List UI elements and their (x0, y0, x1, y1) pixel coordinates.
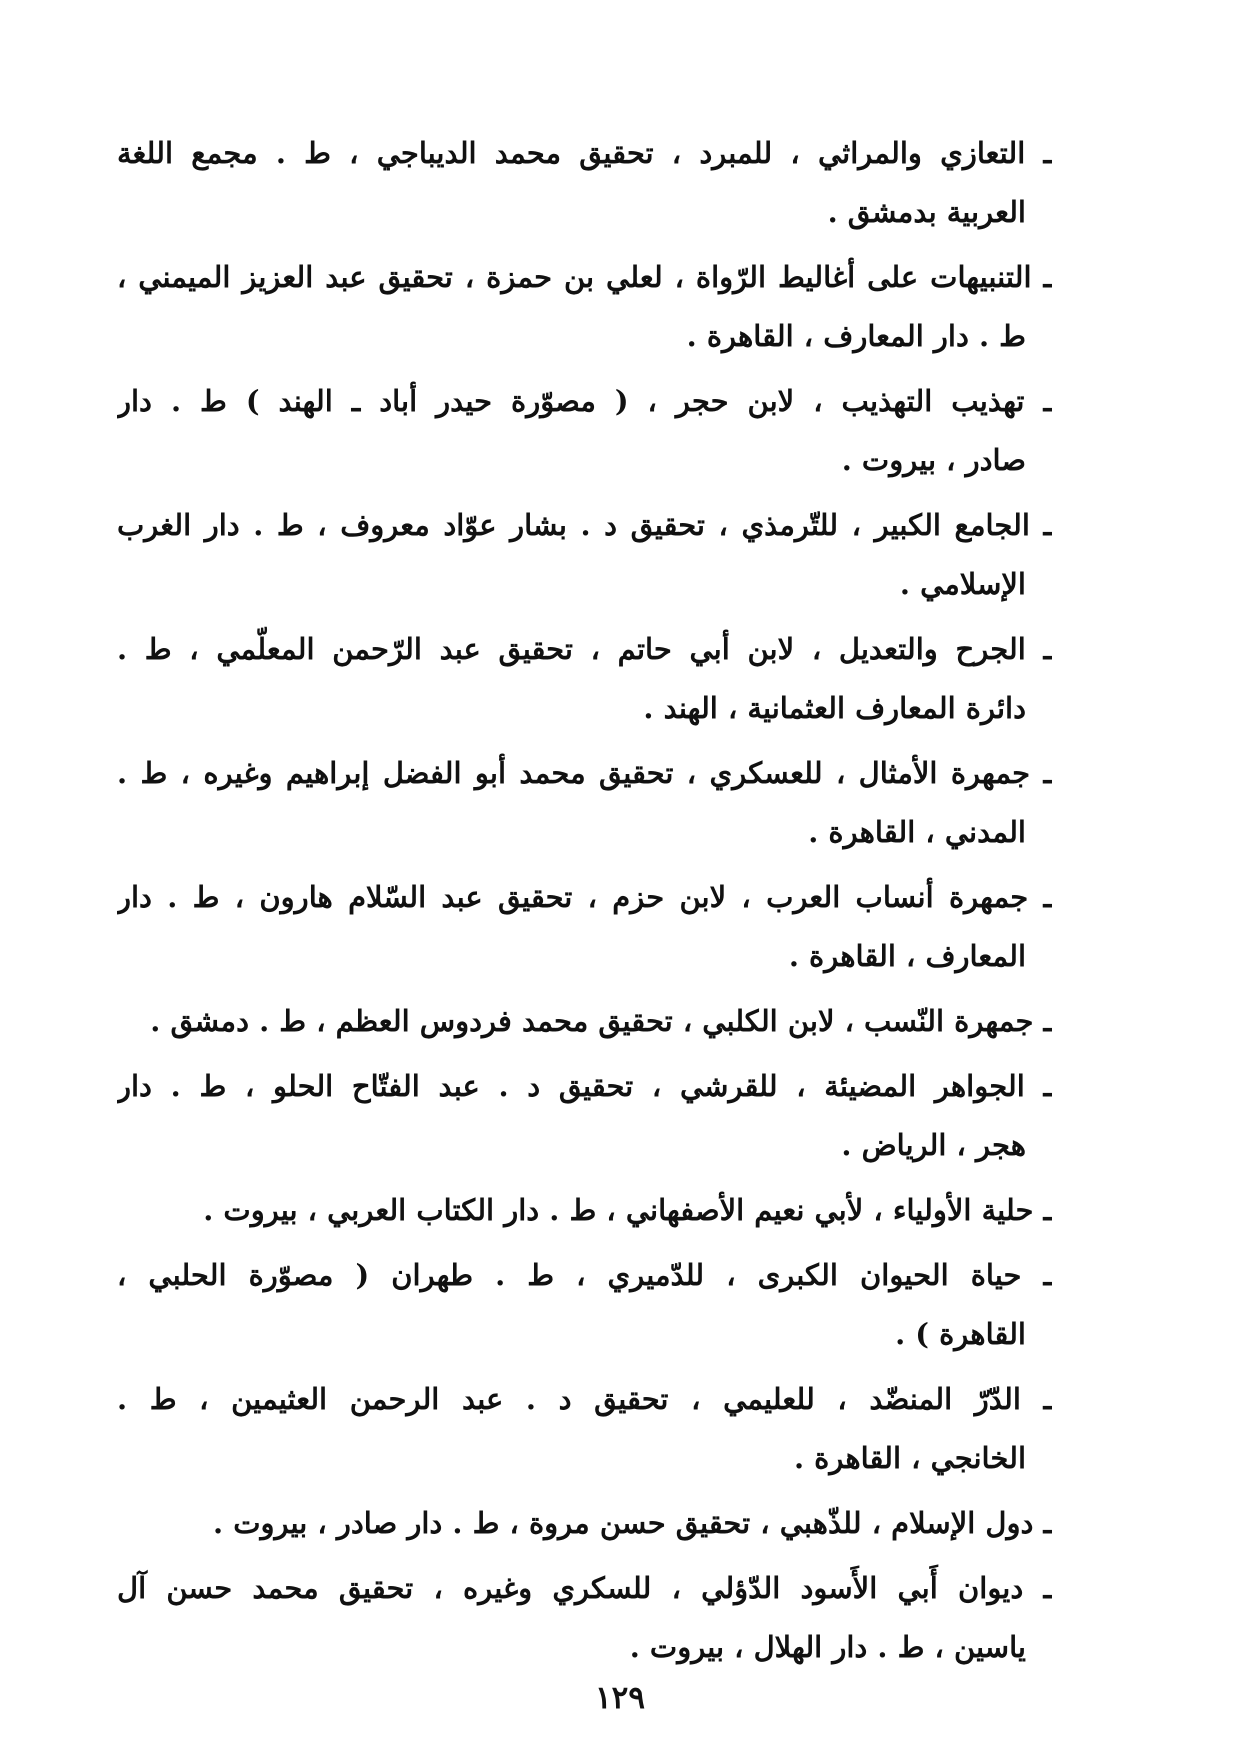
bibliography-entry-11 (117, 1246, 1052, 1364)
bibliography-entry-06 (117, 744, 1052, 862)
entry-first-line: ـ حلية الأولياء ، لأبي نعيم الأصفهاني ، ط . دار الكتاب العربي ، بيروت . (203, 1193, 1052, 1227)
bibliography-entry-10 (117, 1181, 1052, 1240)
entry-first-line: ـ ديوان أَبي الأَسود الدّؤلي ، للسكري وغيره ، تحقيق محمد حسن آل (117, 1571, 1052, 1605)
entry-first-line: ـ الجامع الكبير ، للتّرمذي ، تحقيق د . بشار عوّاد معروف ، ط . دار الغرب (117, 508, 1052, 542)
bibliography-entry-08 (117, 992, 1052, 1051)
bibliography-entry-01 (117, 124, 1052, 242)
entry-continuation-line: القاهرة ) . (895, 1317, 1026, 1351)
entry-first-line: ـ التعازي والمراثي ، للمبرد ، تحقيق محمد الديباجي ، ط . مجمع اللغة (117, 136, 1052, 170)
entry-continuation-line: هجر ، الرياض . (841, 1128, 1026, 1162)
bibliography-entry-04 (117, 496, 1052, 614)
entry-continuation-line: المعارف ، القاهرة . (788, 939, 1026, 973)
bibliography-entry-05 (117, 620, 1052, 738)
bibliography-entry-12 (117, 1370, 1052, 1488)
entry-first-line: ـ حياة الحيوان الكبرى ، للدّميري ، ط . طهران ( مصوّرة الحلبي ، (117, 1258, 1052, 1292)
entry-continuation-line: ط . دار المعارف ، القاهرة . (686, 319, 1026, 353)
bibliography-entry-02 (117, 248, 1052, 366)
bibliography-entry-09 (117, 1057, 1052, 1175)
entry-continuation-line: العربية بدمشق . (827, 195, 1026, 229)
entry-continuation-line: صادر ، بيروت . (841, 443, 1026, 477)
bibliography-entry-14 (117, 1559, 1052, 1677)
entry-first-line: ـ الجرح والتعديل ، لابن أبي حاتم ، تحقيق عبد الرّحمن المعلّمي ، ط . (117, 632, 1052, 666)
entry-continuation-line: المدني ، القاهرة . (808, 815, 1026, 849)
entry-first-line: ـ الجواهر المضيئة ، للقرشي ، تحقيق د . عبد الفتّاح الحلو ، ط . دار (117, 1069, 1052, 1103)
entry-continuation-line: ياسين ، ط . دار الهلال ، بيروت . (629, 1630, 1026, 1664)
bibliography-list (117, 124, 1092, 1683)
entry-continuation-line: الخانجي ، القاهرة . (793, 1441, 1026, 1475)
entry-continuation-line: الإسلامي . (899, 567, 1026, 601)
entry-first-line: ـ الدّرّ المنضّد ، للعليمي ، تحقيق د . عبد الرحمن العثيمين ، ط . (117, 1382, 1052, 1416)
bibliography-entry-13 (117, 1494, 1052, 1553)
entry-first-line: ـ التنبيهات على أغاليط الرّواة ، لعلي بن حمزة ، تحقيق عبد العزيز الميمني ، (117, 260, 1052, 294)
entry-first-line: ـ دول الإسلام ، للذّهبي ، تحقيق حسن مروة ، ط . دار صادر ، بيروت . (213, 1506, 1052, 1540)
page-number: ١٢٩ (595, 1680, 645, 1716)
entry-continuation-line: دائرة المعارف العثمانية ، الهند . (643, 691, 1026, 725)
entry-first-line: ـ تهذيب التهذيب ، لابن حجر ، ( مصوّرة حيدر أباد ـ الهند ) ط . دار (117, 384, 1052, 418)
entry-first-line: ـ جمهرة أنساب العرب ، لابن حزم ، تحقيق عبد السّلام هارون ، ط . دار (117, 880, 1052, 914)
bibliography-entry-03 (117, 372, 1052, 490)
entry-first-line: ـ جمهرة النّسب ، لابن الكلبي ، تحقيق محمد فردوس العظم ، ط . دمشق . (150, 1004, 1052, 1038)
entry-first-line: ـ جمهرة الأمثال ، للعسكري ، تحقيق محمد أبو الفضل إبراهيم وغيره ، ط . (117, 756, 1052, 790)
bibliography-entry-07 (117, 868, 1052, 986)
